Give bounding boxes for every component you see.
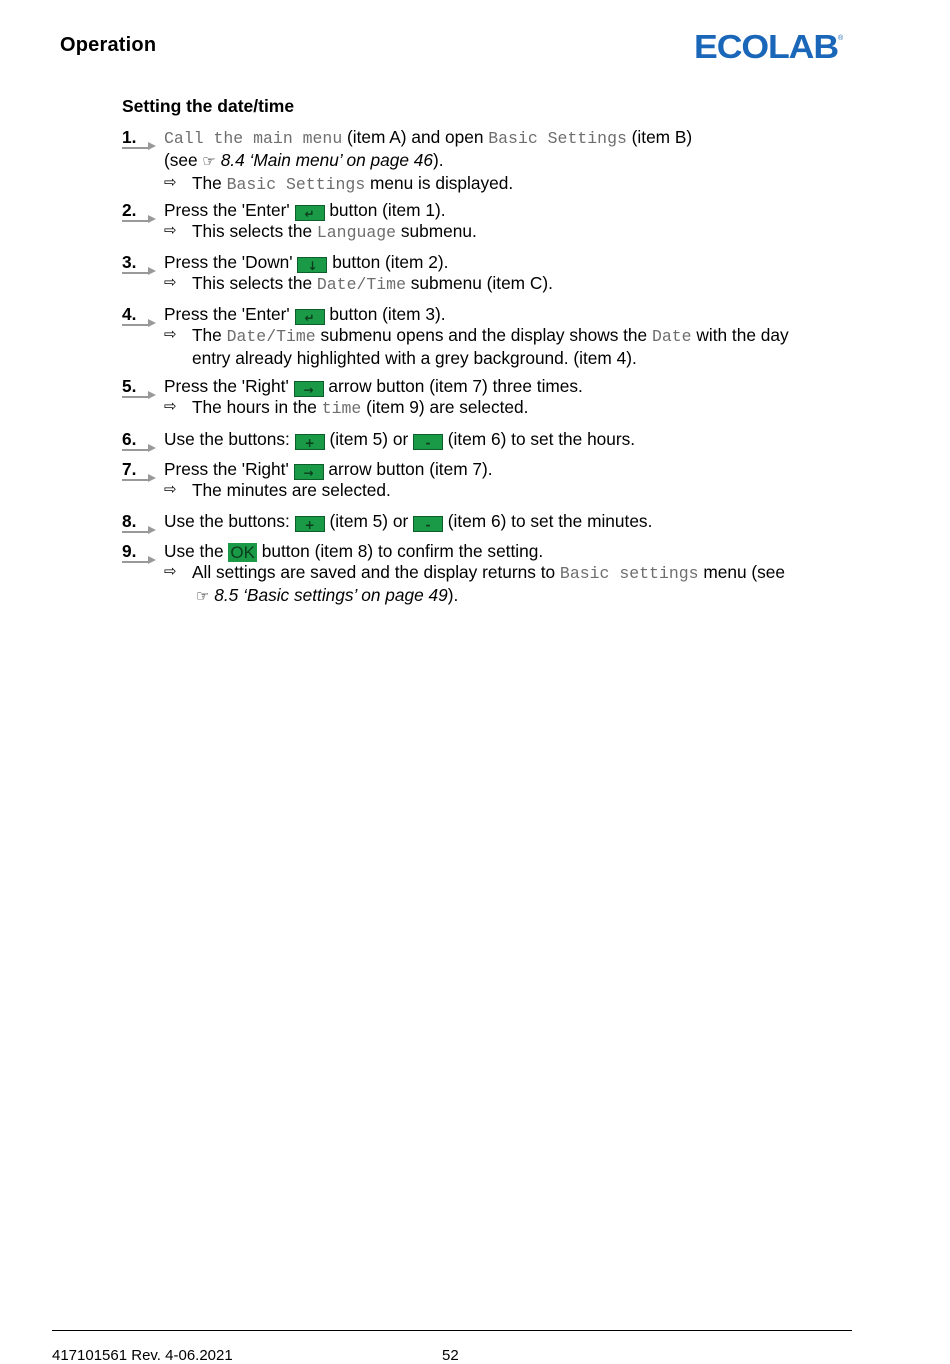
ok-button-icon: OK	[230, 543, 255, 562]
code-text: Date/Time	[316, 275, 406, 294]
result-arrow-icon: ⇨	[164, 274, 177, 291]
right-arrow-button-icon: →	[294, 381, 324, 397]
step-number: 2.	[122, 200, 137, 220]
code-text: Language	[316, 223, 397, 242]
right-arrow-button-icon: →	[294, 464, 324, 480]
step-number: 4.	[122, 304, 137, 324]
step-8: 8. Use the buttons: + (item 5) or - (item 6) to set the minutes.	[122, 511, 842, 532]
section-title: Setting the date/time	[122, 96, 295, 116]
step-6: 6. Use the buttons: + (item 5) or - (item 6) to set the hours.	[122, 429, 842, 450]
result-arrow-icon: ⇨	[164, 481, 177, 498]
result-arrow-icon: ⇨	[164, 326, 177, 343]
plus-button-icon: +	[295, 434, 325, 450]
ecolab-logo	[694, 30, 844, 62]
cross-reference-icon: ☞	[202, 152, 216, 170]
footer-page-number: 52	[442, 1347, 459, 1364]
step-arrow-icon	[122, 256, 160, 278]
step-5: 5. Press the 'Right' → arrow button (item 7) three times. ⇨ The hours in the time (item 9) are selected.	[122, 376, 583, 418]
step-arrow-icon	[122, 515, 160, 537]
plus-button-icon: +	[295, 516, 325, 532]
cross-reference-link[interactable]: 8.4 ‘Main menu’ on page 46	[220, 149, 434, 170]
minus-button-icon: -	[413, 516, 443, 532]
step-number: 6.	[122, 429, 137, 449]
step-7: 7. Press the 'Right' → arrow button (item 7). ⇨ The minutes are selected.	[122, 459, 493, 500]
step-number: 3.	[122, 252, 137, 272]
step-2: 2. Press the 'Enter' ↵ button (item 1). ⇨ This selects the Language submenu.	[122, 200, 477, 242]
code-text: Date	[651, 327, 692, 346]
code-text: Basic Settings	[488, 129, 627, 148]
step-arrow-icon	[122, 380, 160, 402]
result-arrow-icon: ⇨	[164, 563, 177, 580]
step-number: 8.	[122, 511, 137, 531]
code-text: Basic settings	[559, 564, 699, 583]
step-arrow-icon	[122, 204, 160, 226]
step-arrow-icon	[122, 463, 160, 485]
step-number: 5.	[122, 376, 137, 396]
enter-button-icon: ↵	[295, 205, 325, 221]
code-text: Basic Settings	[226, 174, 366, 194]
cross-reference-link[interactable]: 8.5 ‘Basic settings’ on page 49	[214, 584, 448, 605]
step-1: 1. Call the main menu (item A) and open Basic Settings (item B) (see ☞ 8.4 ‘Main menu’ on page 46). ⇨ The Basic Settings menu is displayed.	[122, 127, 693, 194]
code-text: time	[321, 399, 362, 418]
step-arrow-icon	[122, 131, 160, 153]
result-arrow-icon: ⇨	[164, 398, 177, 415]
minus-button-icon: -	[413, 434, 443, 450]
code-text: Call the main menu	[164, 129, 343, 148]
step-3: 3. Press the 'Down' ↓ button (item 2). ⇨ This selects the Date/Time submenu (item C).	[122, 252, 553, 294]
step-arrow-icon	[122, 308, 160, 330]
code-text: Date/Time	[226, 327, 316, 346]
footer-document-revision: 417101561 Rev. 4-06.2021	[52, 1347, 233, 1364]
page-header-title: Operation	[60, 34, 157, 56]
step-9: 9. Use the OK button (item 8) to confirm the setting. ⇨ All settings are saved and the display returns to Basic settings menu (see ☞ 8.5 ‘Basic settings’ on page 49).	[122, 541, 785, 605]
step-arrow-icon	[122, 545, 160, 567]
result-arrow-icon: ⇨	[164, 173, 177, 191]
footer-divider	[52, 1330, 852, 1331]
svg-text:®: ®	[838, 35, 844, 42]
result-arrow-icon: ⇨	[164, 222, 177, 239]
enter-button-icon: ↵	[295, 309, 325, 325]
step-arrow-icon	[122, 433, 160, 455]
logo-text: ECOLAB	[694, 30, 839, 62]
step-number: 9.	[122, 541, 137, 561]
down-button-icon: ↓	[297, 257, 327, 273]
step-4: 4. Press the 'Enter' ↵ button (item 3). ⇨ The Date/Time submenu opens and the display shows the Date with the day entry already highlighted with a grey background. (item 4).	[122, 304, 789, 368]
step-number: 1.	[122, 127, 137, 147]
cross-reference-icon: ☞	[196, 587, 210, 605]
step-number: 7.	[122, 459, 137, 479]
